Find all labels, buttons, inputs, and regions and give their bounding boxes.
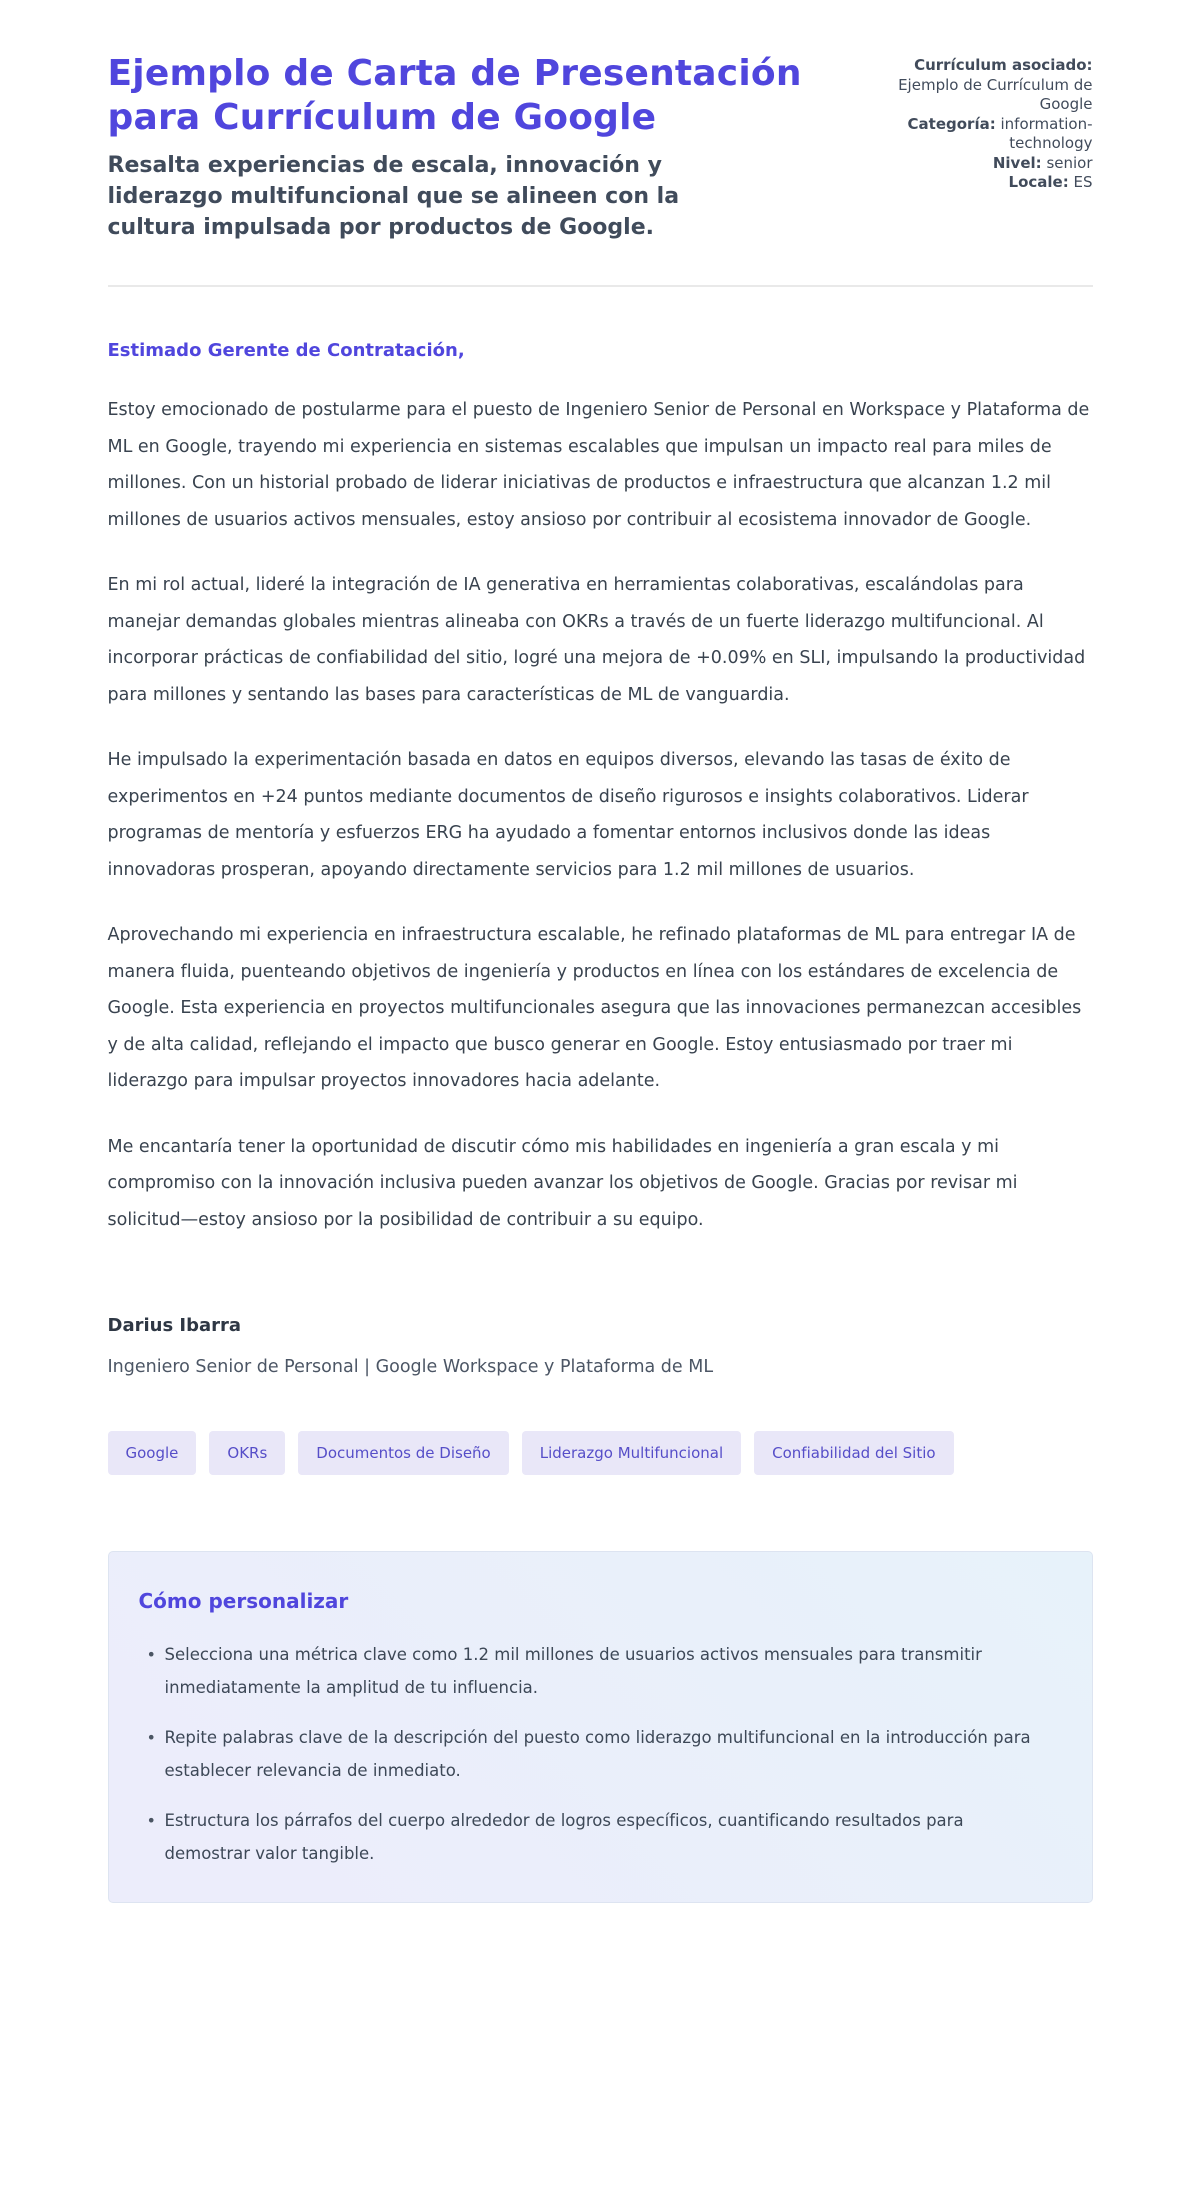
letter-paragraph-4: Aprovechando mi experiencia en infraestructura escalable, he refinado plataformas de ML para entregar IA de manera fluida, puenteando objetivos de ingeniería y productos en línea con los estándares de excelencia de Google. Esta experiencia en proyectos multifuncionales asegura que las innovaciones permanezcan accesibles y de alta calidad, reflejando el impacto que busco generar en Google. Estoy entusiasmado por traer mi liderazgo para impulsar proyectos innovadores hacia adelante. xyxy=(107,925,1082,1091)
tag-chip-row xyxy=(108,1431,1093,1475)
meta-associated-resume xyxy=(898,56,1093,115)
header-divider xyxy=(108,285,1093,287)
letter-body xyxy=(108,339,1093,1380)
page-subtitle: Resalta experiencias de escala, innovación y liderazgo multifuncional que se alineen con la cultura impulsada por productos de Google. xyxy=(107,153,680,240)
letter-paragraph-1: Estoy emocionado de postularme para el puesto de Ingeniero Senior de Personal en Workspace y Plataforma de ML en Google, trayendo mi experiencia en sistemas escalables que impulsan un impacto real para miles de millones. Con un historial probado de liderar iniciativas de productos e infraestructura que alcanzan 1.2 mil millones de usuarios activos mensuales, estoy ansioso por contribuir al ecosistema innovador de Google. xyxy=(107,400,1090,530)
signature-name: Darius Ibarra xyxy=(107,1315,242,1336)
page-title: Ejemplo de Carta de Presentación para Currículum de Google xyxy=(107,53,802,138)
letter-greeting: Estimado Gerente de Contratación, xyxy=(107,340,465,361)
tag-chip-site-reliability[interactable]: Confiabilidad del Sitio xyxy=(754,1431,953,1475)
meta-label: Categoría: xyxy=(907,114,996,133)
letter-paragraph-3: He impulsado la experimentación basada en datos en equipos diversos, elevando las tasas de éxito de experimentos en +24 puntos mediante documentos de diseño rigurosos e insights colaborativos. Liderar programas de mentoría y esfuerzos ERG ha ayudado a fomentar entornos inclusivos donde las ideas innovadoras prosperan, apoyando directamente servicios para 1.2 mil millones de usuarios. xyxy=(107,750,1029,880)
meta-label: Currículum asociado: xyxy=(914,56,1093,74)
tag-chip-okrs[interactable]: OKRs xyxy=(209,1431,285,1475)
cover-letter-page xyxy=(108,0,1093,1971)
tips-item-2: • Repite palabras clave de la descripción del puesto como liderazgo multifuncional en la introducción para establecer relevancia de inmediato. xyxy=(165,1721,1045,1787)
meta-label: Locale: xyxy=(1008,173,1069,191)
customization-tips-box xyxy=(108,1551,1093,1903)
meta-label: Nivel: xyxy=(992,153,1042,172)
meta-category xyxy=(898,115,1093,154)
tag-chip-cross-functional-leadership[interactable]: Liderazgo Multifuncional xyxy=(522,1431,741,1475)
signature-role: Ingeniero Senior de Personal | Google Workspace y Plataforma de ML xyxy=(107,1357,714,1377)
tips-list xyxy=(139,1638,1062,1870)
tag-chip-google[interactable]: Google xyxy=(108,1431,197,1475)
tips-item-1: • Selecciona una métrica clave como 1.2 mil millones de usuarios activos mensuales para transmitir inmediatamente la amplitud de tu influencia. xyxy=(165,1638,1045,1704)
meta-value: information-technology xyxy=(1000,114,1093,152)
tips-title: Cómo personalizar xyxy=(138,1589,349,1613)
header-title-block xyxy=(108,52,853,243)
tips-item-3: • Estructura los párrafos del cuerpo alrededor de logros específicos, cuantificando resultados para demostrar valor tangible. xyxy=(165,1804,1045,1870)
meta-value: Ejemplo de Currículum de Google xyxy=(898,75,1093,113)
meta-value: ES xyxy=(1073,173,1093,191)
resume-meta-block xyxy=(898,52,1093,193)
page-header xyxy=(108,52,1093,243)
meta-locale xyxy=(898,173,1093,193)
tag-chip-design-docs[interactable]: Documentos de Diseño xyxy=(298,1431,508,1475)
meta-value: senior xyxy=(1046,153,1093,172)
signature-block xyxy=(108,1314,1093,1380)
letter-paragraph-2: En mi rol actual, lideré la integración de IA generativa en herramientas colaborativas, escalándolas para manejar demandas globales mientras alineaba con OKRs a través de un fuerte liderazgo multifuncional. Al incorporar prácticas de confiabilidad del sitio, logré una mejora de +0.09% en SLI, impulsando la productividad para millones y sentando las bases para características de ML de vanguardia. xyxy=(107,575,1086,705)
letter-paragraph-5: Me encantaría tener la oportunidad de discutir cómo mis habilidades en ingeniería a gran escala y mi compromiso con la innovación inclusiva pueden avanzar los objetivos de Google. Gracias por revisar mi solicitud—estoy ansioso por la posibilidad de contribuir a su equipo. xyxy=(107,1136,1018,1230)
meta-level xyxy=(898,154,1093,174)
